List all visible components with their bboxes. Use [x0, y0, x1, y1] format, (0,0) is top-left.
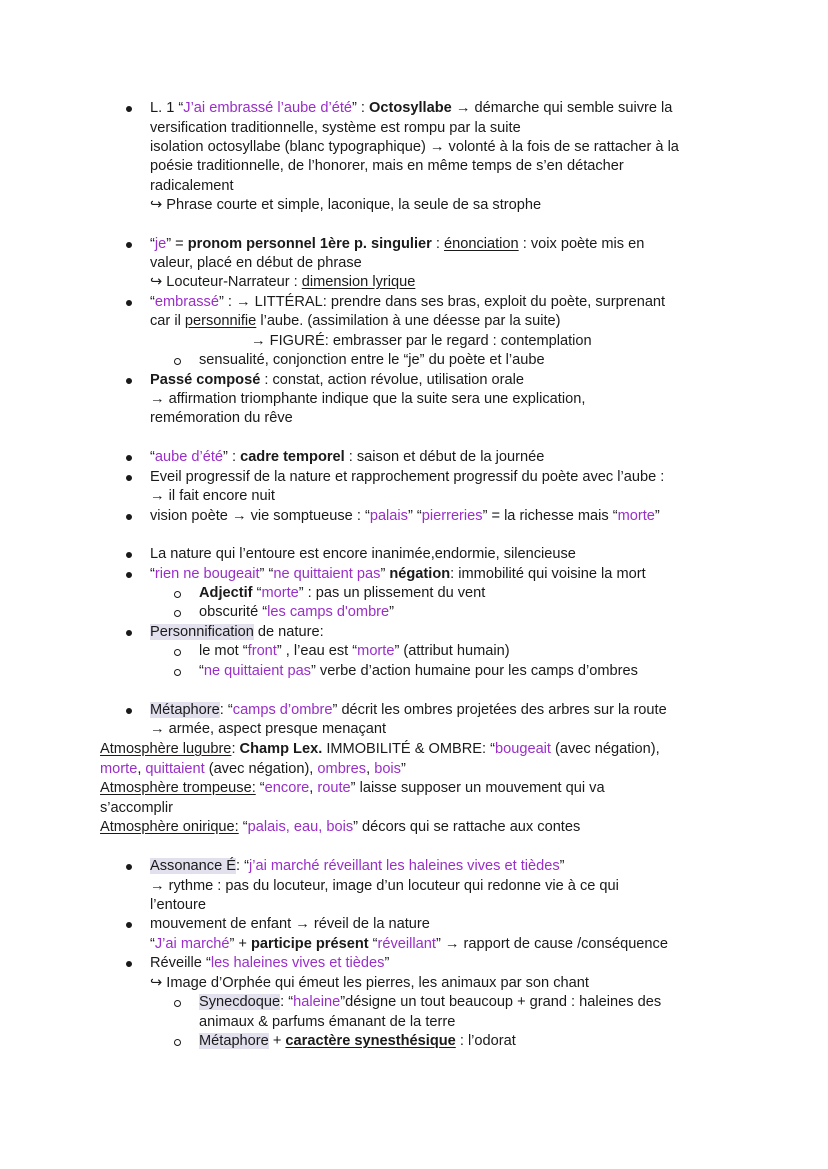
quote: palais	[369, 508, 408, 524]
atmosphere-line: Atmosphère lugubre: Champ Lex. IMMOBILITÉ & OMBRE: “bougeait (avec négation),	[100, 741, 660, 757]
quote: morte	[261, 585, 299, 601]
bullet-marker	[126, 455, 132, 461]
term: Passé composé	[150, 372, 261, 388]
note-line: Eveil progressif de la nature et rapprochement progressif du poète avec l’aube :	[150, 469, 665, 485]
note-line: Métaphore + caractère synesthésique : l’odorat	[199, 1033, 516, 1049]
quote: haleine	[293, 994, 341, 1010]
quote: front	[247, 643, 277, 659]
term: Octosyllabe	[369, 100, 452, 116]
note-line: radicalement	[150, 178, 234, 194]
note-line: L. 1 “J’ai embrassé l’aube d’été” : Octosyllabe → démarche qui semble suivre la	[150, 100, 673, 116]
note-line: “J’ai marché” + participe présent “réveillant” → rapport de cause /conséquence	[150, 936, 668, 952]
note-line: Passé composé : constat, action révolue, utilisation orale	[150, 372, 524, 388]
quote: bois	[374, 761, 401, 777]
note-line: “je” = pronom personnel 1ère p. singulier : énonciation : voix poète mis en	[150, 236, 645, 252]
note-line: Réveille “les haleines vives et tièdes”	[150, 955, 390, 971]
quote: morte	[357, 643, 395, 659]
atmosphere-line: s’accomplir	[100, 800, 173, 816]
note-line: Adjectif “morte” : pas un plissement du vent	[199, 585, 486, 601]
term: participe présent	[251, 936, 369, 952]
note-line: Assonance É: “j’ai marché réveillant les haleines vives et tièdes”	[150, 858, 565, 874]
atmosphere-label: Atmosphère onirique:	[100, 819, 239, 835]
term: dimension lyrique	[301, 274, 416, 290]
bullet-marker	[126, 922, 132, 928]
atmosphere-label: Atmosphère trompeuse:	[100, 780, 256, 796]
quote: j’ai marché réveillant les haleines vives et tièdes	[248, 858, 560, 874]
note-line: isolation octosyllabe (blanc typographique) → volonté à la fois de se rattacher à la	[150, 139, 679, 155]
bullet-marker	[126, 961, 132, 967]
quote: palais, eau, bois	[247, 819, 354, 835]
bullet-marker	[126, 864, 132, 870]
sub-bullet-marker	[174, 649, 181, 656]
note-line: → armée, aspect presque menaçant	[150, 721, 387, 737]
quote: ne quittaient pas	[273, 566, 381, 582]
quote: J’ai marché	[154, 936, 230, 952]
term: négation	[389, 566, 451, 582]
quote: les camps d'ombre	[267, 604, 390, 620]
sub-bullet-marker	[174, 610, 181, 617]
quote: ombres	[317, 761, 367, 777]
bullet-marker	[126, 708, 132, 714]
highlighted-term: Synecdoque	[199, 994, 281, 1010]
quote: quittaient	[145, 761, 205, 777]
sub-bullet-marker	[174, 358, 181, 365]
highlighted-term: Personnification	[150, 624, 254, 640]
highlighted-term: Métaphore	[150, 702, 220, 718]
note-line: poésie traditionnelle, de l’honorer, mais en même temps de s’en détacher	[150, 158, 624, 174]
atmosphere-label: Atmosphère lugubre	[100, 741, 232, 757]
note-line: l’entoure	[150, 897, 206, 913]
quote: route	[317, 780, 351, 796]
atmosphere-line: Atmosphère trompeuse: “encore, route” laisse supposer un mouvement qui va	[100, 780, 605, 796]
atmosphere-line: morte, quittaient (avec négation), ombres, bois”	[100, 761, 406, 777]
note-line: ↪ Image d’Orphée qui émeut les pierres, les animaux par son chant	[150, 975, 589, 991]
bullet-marker	[126, 242, 132, 248]
sub-bullet-marker	[174, 1039, 181, 1046]
note-line: “ne quittaient pas” verbe d’action humaine pour les camps d’ombres	[199, 663, 638, 679]
quote: encore	[264, 780, 310, 796]
sub-bullet-marker	[174, 669, 181, 676]
quote: bougeait	[494, 741, 551, 757]
note-line: valeur, placé en début de phrase	[150, 255, 362, 271]
bullet-marker	[126, 475, 132, 481]
note-line: obscurité “les camps d'ombre”	[199, 604, 395, 620]
quote: camps d’ombre	[232, 702, 333, 718]
bullet-marker	[126, 378, 132, 384]
term: énonciation	[444, 236, 519, 252]
note-line: → il fait encore nuit	[150, 488, 275, 504]
bullet-marker	[126, 300, 132, 306]
note-line: ↪ Locuteur-Narrateur : dimension lyrique	[150, 274, 416, 290]
quote: je	[154, 236, 167, 252]
quote: J’ai embrassé l’aube d’été	[183, 100, 352, 116]
highlighted-term: Assonance É	[150, 858, 236, 874]
term: personnifie	[184, 313, 257, 329]
bullet-marker	[126, 106, 132, 112]
quote: morte	[100, 761, 138, 777]
atmosphere-line: Atmosphère onirique: “palais, eau, bois” décors qui se rattache aux contes	[100, 819, 581, 835]
highlighted-term: Métaphore	[199, 1033, 269, 1049]
note-line: Synecdoque: “haleine”désigne un tout beaucoup + grand : haleines des	[199, 994, 662, 1010]
note-line: Métaphore: “camps d’ombre” décrit les ombres projetées des arbres sur la route	[150, 702, 667, 718]
note-line: animaux & parfums émanant de la terre	[199, 1014, 456, 1030]
sub-bullet-marker	[174, 1000, 181, 1007]
term: cadre temporel	[240, 449, 345, 465]
term: Adjectif	[199, 585, 253, 601]
note-line: “aube d’été” : cadre temporel : saison et début de la journée	[150, 449, 545, 465]
note-line: versification traditionnelle, système est rompu par la suite	[150, 120, 521, 136]
note-line: “embrassé” : → LITTÉRAL: prendre dans ses bras, exploit du poète, surprenant	[150, 294, 666, 310]
term: caractère synesthésique	[285, 1033, 456, 1049]
quote: rien ne bougeait	[154, 566, 260, 582]
quote: morte	[617, 508, 655, 524]
bullet-marker	[126, 630, 132, 636]
note-line: mouvement de enfant → réveil de la nature	[150, 916, 430, 932]
note-line: → rythme : pas du locuteur, image d’un locuteur qui redonne vie à ce qui	[150, 878, 619, 894]
quote: pierreries	[421, 508, 483, 524]
note-line: sensualité, conjonction entre le “je” du poète et l’aube	[199, 352, 545, 368]
note-line: Personnification de nature:	[150, 624, 324, 640]
term: pronom personnel 1ère p. singulier	[187, 236, 432, 252]
sub-bullet-marker	[174, 591, 181, 598]
quote: embrassé	[154, 294, 219, 310]
note-line: “rien ne bougeait” “ne quittaient pas” négation: immobilité qui voisine la mort	[150, 566, 646, 582]
term: Champ Lex.	[239, 741, 323, 757]
note-line: ↪ Phrase courte et simple, laconique, la seule de sa strophe	[150, 197, 542, 213]
quote: les haleines vives et tièdes	[210, 955, 385, 971]
bullet-marker	[126, 514, 132, 520]
note-line: remémoration du rêve	[150, 410, 293, 426]
note-line: → FIGURÉ: embrasser par le regard : contemplation	[251, 333, 592, 349]
note-line: vision poète → vie somptueuse : “palais” “pierreries” = la richesse mais “morte”	[150, 508, 660, 524]
note-line: → affirmation triomphante indique que la suite sera une explication,	[150, 391, 586, 407]
bullet-marker	[126, 552, 132, 558]
note-line: La nature qui l’entoure est encore inanimée,endormie, silencieuse	[150, 546, 576, 562]
quote: ne quittaient pas	[203, 663, 311, 679]
quote: aube d’été	[154, 449, 224, 465]
note-line: car il personnifie l’aube. (assimilation à une déesse par la suite)	[150, 313, 561, 329]
note-line: le mot “front” , l’eau est “morte” (attribut humain)	[199, 643, 510, 659]
bullet-marker	[126, 572, 132, 578]
quote: réveillant	[377, 936, 436, 952]
